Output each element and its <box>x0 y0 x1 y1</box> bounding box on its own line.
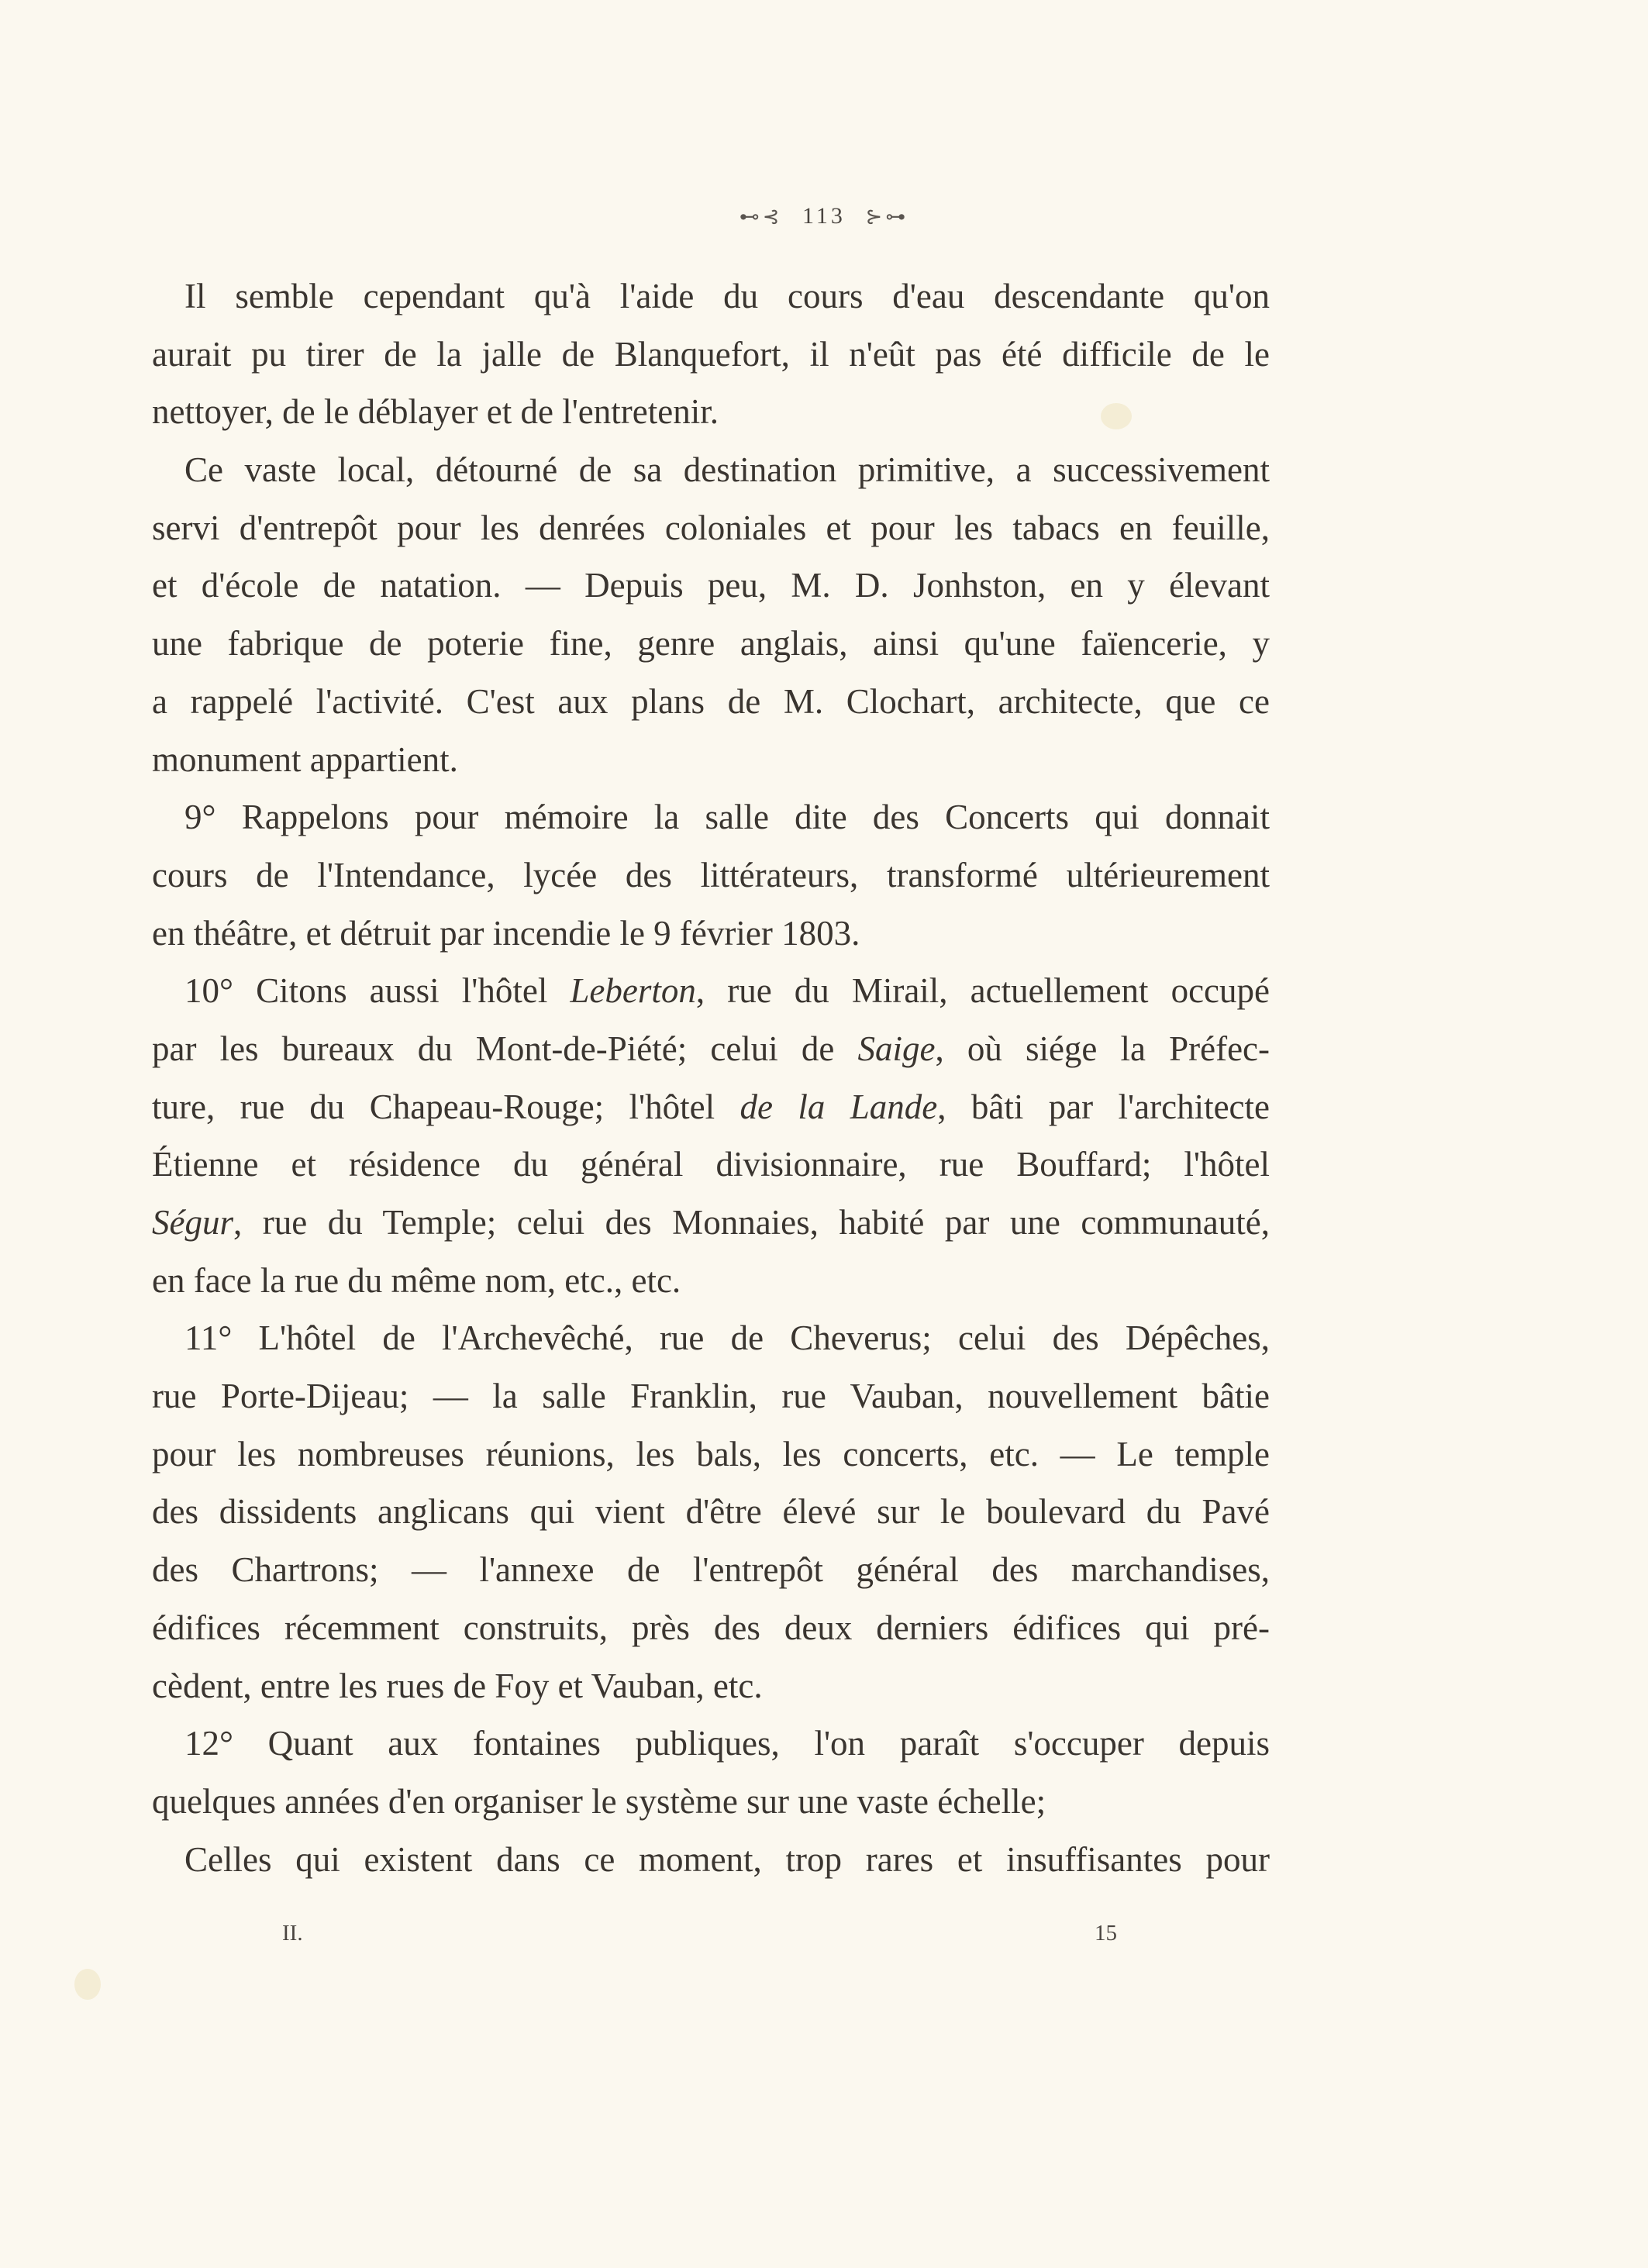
text-line: des Chartrons; — l'annexe de l'entrepôt général des marchandises, <box>152 1550 1270 1590</box>
running-header <box>0 203 1648 229</box>
text-line: Ce vaste local, détourné de sa destination primitive, a successivement <box>184 450 1270 490</box>
text-line <box>152 962 1270 1020</box>
text-run: , bâti par l'architecte <box>937 1087 1270 1126</box>
ornament-right-icon: ⊱⊶ <box>865 205 909 228</box>
text-line: pour les nombreuses réunions, les bals, les concerts, etc. — Le temple <box>152 1434 1270 1474</box>
text-line: nettoyer, de le déblayer et de l'entretenir. <box>152 392 719 432</box>
text-run: , où siége la Préfec- <box>935 1029 1270 1068</box>
text-line: a rappelé l'activité. C'est aux plans de M. Clochart, architecte, que ce <box>152 681 1270 721</box>
text-line: cours de l'Intendance, lycée des littérateurs, transformé ultérieurement <box>152 855 1270 894</box>
text-line: édifices récemment construits, près des deux derniers édifices qui pré- <box>152 1608 1270 1647</box>
text-line: 9° Rappelons pour mémoire la salle dite des Concerts qui donnait <box>184 798 1270 837</box>
text-line: 12° Quant aux fontaines publiques, l'on paraît s'occuper depuis <box>184 1724 1270 1763</box>
text-line: une fabrique de poterie fine, genre anglais, ainsi qu'une faïencerie, y <box>152 624 1270 664</box>
italic-name: Ségur <box>152 1203 233 1242</box>
ornament-left-icon: ⊷⊰ <box>739 205 783 228</box>
text-run: par les bureaux du Mont-de-Piété; celui de <box>152 1029 858 1068</box>
sheet-number: 15 <box>1095 1921 1117 1946</box>
italic-name: Saige <box>857 1029 936 1068</box>
text-line: servi d'entrepôt pour les denrées coloniales et pour les tabacs en feuille, <box>152 508 1270 547</box>
text-run: , rue du Mirail, actuellement occupé <box>695 971 1270 1011</box>
text-run: 10° Citons aussi l'hôtel <box>184 971 571 1011</box>
text-line: 11° L'hôtel de l'Archevêché, rue de Cheverus; celui des Dépêches, <box>184 1318 1270 1358</box>
text-line: en face la rue du même nom, etc., etc. <box>152 1260 681 1300</box>
italic-name: Leberton <box>570 971 696 1011</box>
text-line <box>152 1194 1270 1252</box>
text-line <box>152 1078 1270 1136</box>
text-line: cèdent, entre les rues de Foy et Vauban, etc. <box>152 1666 763 1705</box>
text-run: ture, rue du Chapeau-Rouge; l'hôtel <box>152 1087 740 1126</box>
text-line: des dissidents anglicans qui vient d'être élevé sur le boulevard du Pavé <box>152 1492 1270 1532</box>
text-line <box>152 1020 1270 1078</box>
page-number: 113 <box>802 203 846 229</box>
paper-stain <box>74 1969 101 2000</box>
text-line: aurait pu tirer de la jalle de Blanquefort, il n'eût pas été difficile de le <box>152 334 1270 374</box>
text-line: en théâtre, et détruit par incendie le 9 février 1803. <box>152 913 860 953</box>
text-line: monument appartient. <box>152 739 458 779</box>
text-line: Celles qui existent dans ce moment, trop rares et insuffisantes pour <box>184 1839 1270 1879</box>
text-line: et d'école de natation. — Depuis peu, M. D. Jonhston, en y élevant <box>152 566 1270 605</box>
signature-mark: II. <box>282 1921 303 1946</box>
italic-name: de la Lande <box>740 1087 938 1126</box>
text-line: rue Porte-Dijeau; — la salle Franklin, rue Vauban, nouvellement bâtie <box>152 1377 1270 1416</box>
text-line: Il semble cependant qu'à l'aide du cours d'eau descendante qu'on <box>184 277 1270 315</box>
text-line: Étienne et résidence du général divisionnaire, rue Bouffard; l'hôtel <box>152 1145 1270 1184</box>
text-line: quelques années d'en organiser le système sur une vaste échelle; <box>152 1781 1046 1821</box>
body-text <box>152 267 1270 1888</box>
text-run: , rue du Temple; celui des Monnaies, habité par une communauté, <box>233 1203 1270 1242</box>
